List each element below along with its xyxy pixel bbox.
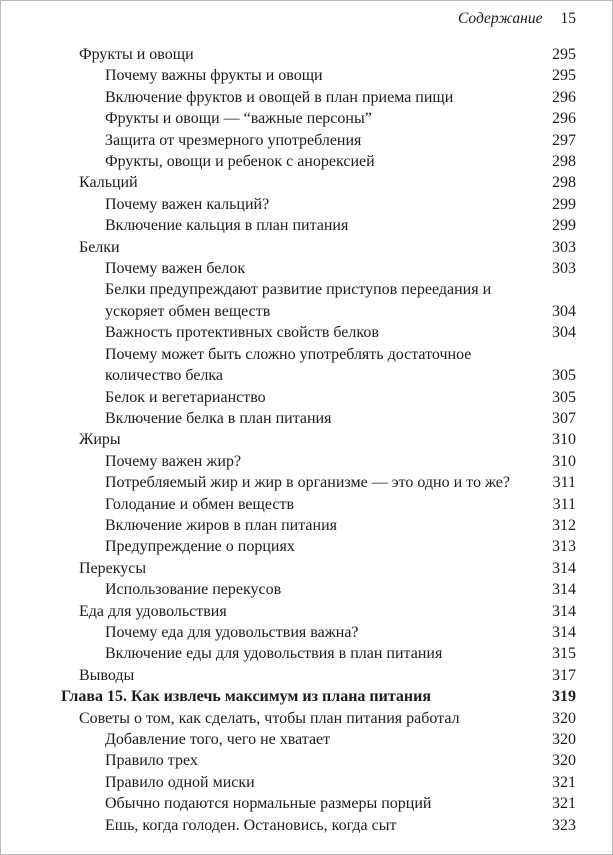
toc-entry-title: Выводы	[79, 666, 135, 684]
toc-entry	[79, 665, 576, 686]
toc-entry-title: Почему важен жир?	[105, 452, 242, 470]
toc-entry-title: Включение жиров в план питания	[105, 516, 337, 534]
toc-entry-page: 298	[552, 153, 576, 171]
toc-entry	[105, 387, 576, 408]
toc-entry	[105, 729, 576, 750]
toc-entry-title: Фрукты, овощи и ребенок с анорексией	[105, 153, 375, 171]
page-header	[61, 9, 576, 29]
toc-entry-title: Ешь, когда голоден. Остановись, когда сыт	[105, 816, 397, 834]
toc-entry-page: 312	[552, 516, 576, 534]
toc-entry	[105, 451, 576, 472]
toc-entry-page: 296	[552, 88, 576, 106]
toc-entry	[105, 215, 576, 236]
toc-entry-page: 295	[552, 46, 576, 63]
toc-entry	[105, 279, 576, 322]
toc-entry-title: Включение кальция в план питания	[105, 217, 349, 235]
toc-entry-title: Белки предупреждают развитие приступов переедания и ускоряет обмен веществ	[105, 281, 492, 320]
toc-list	[61, 44, 576, 836]
toc-entry-title: Почему может быть сложно употреблять достаточное количество белка	[105, 345, 472, 385]
toc-entry-page: 314	[552, 559, 576, 577]
toc-entry-page: 295	[552, 67, 576, 85]
page-number: 15	[560, 10, 576, 27]
toc-entry-page: 307	[552, 409, 576, 427]
toc-entry-title: Почему важны фрукты и овощи	[105, 67, 323, 85]
toc-entry	[79, 601, 576, 622]
toc-entry	[79, 237, 576, 258]
toc-entry-page: 299	[552, 217, 576, 235]
toc-entry	[105, 194, 576, 215]
toc-entry	[105, 151, 576, 172]
toc-entry-page: 313	[552, 538, 576, 556]
toc-entry-page: 315	[552, 645, 576, 663]
toc-entry-page: 310	[552, 452, 576, 470]
toc-entry-title: Перекусы	[79, 559, 147, 577]
toc-entry-title: Почему еда для удовольствия важна?	[105, 623, 359, 641]
toc-entry-page: 311	[552, 495, 576, 513]
toc-entry	[79, 708, 576, 729]
toc-entry-page: 296	[552, 110, 576, 128]
toc-entry	[105, 344, 576, 387]
toc-entry	[105, 472, 576, 493]
toc-entry-title: Почему важен кальций?	[105, 195, 270, 213]
toc-entry	[105, 108, 576, 129]
toc-entry-title: Использование перекусов	[105, 581, 282, 599]
toc-entry-page: 304	[552, 302, 576, 320]
toc-entry-page: 310	[552, 431, 576, 449]
toc-entry-page: 303	[552, 260, 576, 278]
toc-entry	[105, 515, 576, 536]
toc-entry-title: Включение фруктов и овощей в план приема пищи	[105, 88, 454, 106]
toc-entry-page: 320	[552, 752, 576, 770]
toc-entry-page: 303	[552, 238, 576, 256]
toc-entry-page: 298	[552, 174, 576, 192]
toc-entry-page: 321	[552, 795, 576, 813]
toc-entry	[105, 793, 576, 814]
toc-entry-title: Фрукты и овощи — “важные персоны”	[105, 110, 372, 128]
toc-entry-page: 320	[552, 731, 576, 748]
toc-entry-title: Обычно подаются нормальные размеры порций	[105, 795, 432, 813]
toc-entry-page: 314	[552, 623, 576, 641]
toc-entry-title: Потребляемый жир и жир в организме — это одно и то же?	[105, 474, 510, 492]
toc-entry-title: Еда для удовольствия	[79, 602, 227, 620]
toc-entry	[105, 579, 576, 600]
toc-entry-title: Защита от чрезмерного употребления	[105, 131, 362, 149]
toc-entry	[105, 815, 576, 836]
toc-entry	[105, 772, 576, 793]
toc-entry-title: Советы о том, как сделать, чтобы план питания работал	[79, 709, 460, 727]
toc-entry	[105, 258, 576, 279]
toc-entry-page: 320	[552, 709, 576, 727]
toc-entry-page: 314	[552, 602, 576, 620]
toc-entry	[79, 558, 576, 579]
toc-entry-title: Кальций	[79, 174, 138, 192]
toc-entry	[105, 87, 576, 108]
toc-entry-page: 311	[552, 474, 576, 492]
toc-entry-page: 304	[552, 324, 576, 342]
toc-entry	[105, 65, 576, 86]
toc-entry-title: Голодание и обмен веществ	[105, 495, 294, 513]
toc-entry-title: Включение белка в план питания	[105, 409, 332, 427]
toc-entry	[105, 750, 576, 771]
toc-entry	[61, 686, 576, 707]
toc-entry-title: Почему важен белок	[105, 260, 246, 278]
toc-entry	[105, 536, 576, 557]
toc-entry-page: 299	[552, 195, 576, 213]
toc-entry-title: Глава 15. Как извлечь максимум из плана питания	[61, 688, 432, 706]
toc-entry-title: Фрукты и овощи	[79, 46, 194, 63]
toc-entry	[105, 643, 576, 664]
toc-entry-title: Белок и вегетарианство	[105, 388, 266, 406]
toc-entry-page: 319	[552, 688, 576, 706]
toc-entry-title: Правило трех	[105, 752, 198, 770]
toc-entry-page: 305	[552, 367, 576, 385]
toc-entry-page: 314	[552, 581, 576, 599]
toc-entry	[79, 172, 576, 193]
toc-entry	[105, 622, 576, 643]
toc-entry-title: Добавление того, чего не хватает	[105, 731, 331, 748]
toc-entry	[105, 322, 576, 343]
toc-entry-title: Жиры	[79, 431, 121, 449]
running-title: Содержание	[457, 10, 543, 27]
toc-entry	[105, 130, 576, 151]
toc-entry-title: Белки	[79, 238, 120, 256]
toc-entry-page: 297	[552, 131, 576, 149]
toc-entry-page: 321	[552, 773, 576, 791]
toc-entry-title: Предупреждение о порциях	[105, 538, 295, 556]
toc-entry-title: Важность протективных свойств белков	[105, 324, 379, 342]
toc-entry	[79, 44, 576, 65]
toc-entry-page: 305	[552, 388, 576, 406]
toc-entry	[105, 494, 576, 515]
toc-entry-title: Правило одной миски	[105, 773, 255, 791]
toc-entry-title: Включение еды для удовольствия в план питания	[105, 645, 443, 663]
toc-entry	[79, 429, 576, 450]
toc-entry-page: 317	[552, 666, 576, 684]
toc-entry-page: 323	[552, 816, 576, 834]
toc-entry	[105, 408, 576, 429]
